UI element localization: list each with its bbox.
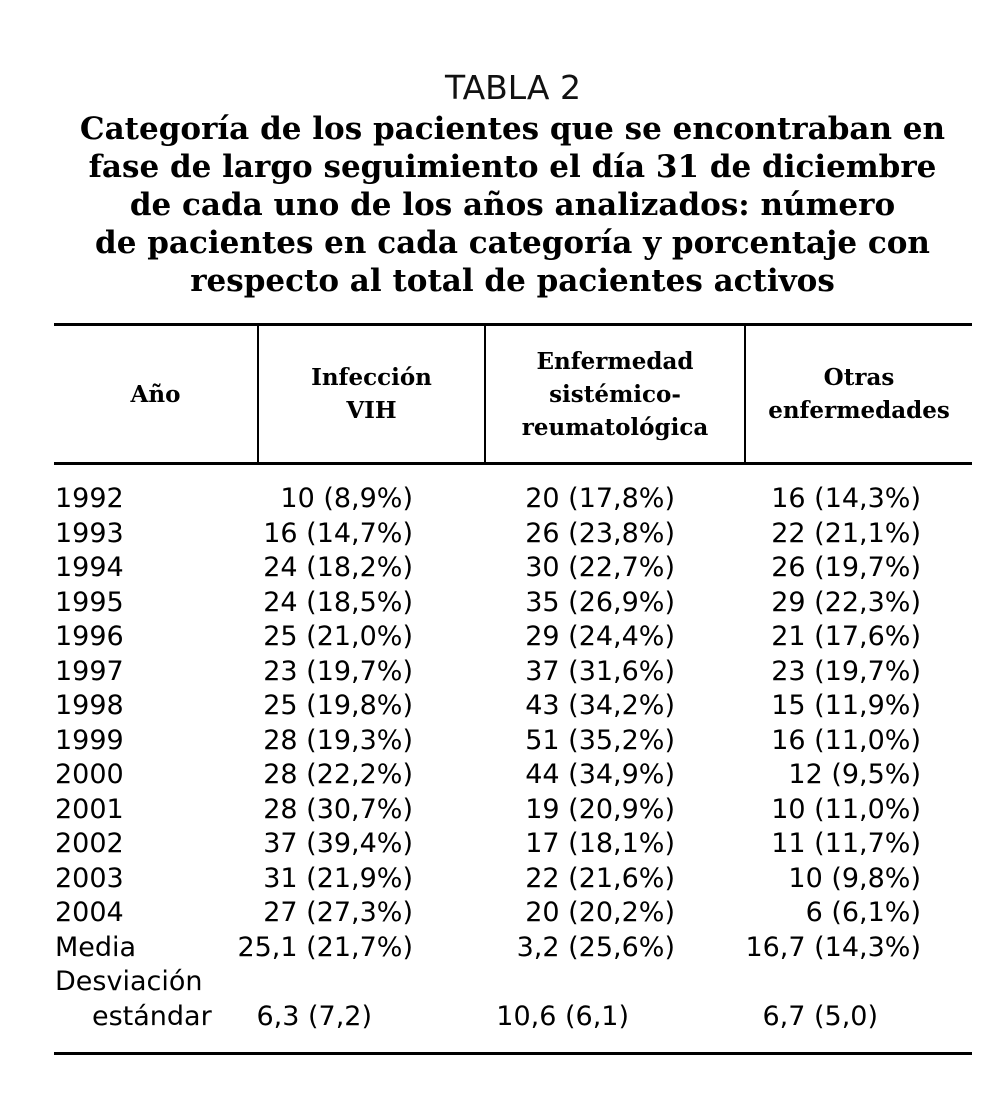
cell-sistemico: 51 (35,2%) — [525, 724, 675, 756]
cell-otras: 16 (14,3%) — [771, 483, 921, 514]
cell-vih: 25 (21,0%) — [263, 621, 413, 652]
cell-otras: 16 (11,0%) — [771, 724, 921, 756]
cell-otras: 10 (9,8%) — [788, 862, 921, 894]
sd-label-line2: estándar — [92, 1001, 212, 1032]
cell-sistemico: 22 (21,6%) — [525, 862, 675, 894]
header-year-text: Año — [130, 380, 181, 408]
cell-year: 1996 — [55, 621, 124, 652]
cell-sistemico: 20 (17,8%) — [525, 483, 675, 514]
cell-vih: 37 (39,4%) — [263, 828, 413, 859]
cell-year: 1997 — [55, 655, 124, 687]
title-line: de cada uno de los años analizados: número — [129, 187, 896, 223]
header-sistemico-line: reumatológica — [521, 413, 709, 441]
cell-vih: 23 (19,7%) — [263, 655, 413, 687]
title-line: respecto al total de pacientes activos — [190, 263, 835, 299]
cell-year: 2004 — [55, 897, 124, 928]
table-row — [0, 482, 993, 517]
cell-otras: 16,7 (14,3%) — [745, 931, 921, 963]
cell-otras: 11 (11,7%) — [771, 828, 921, 859]
cell-otras: 23 (19,7%) — [771, 655, 921, 687]
table-row — [0, 655, 993, 690]
header-otras-line: Otras — [823, 364, 895, 391]
cell-sistemico: 17 (18,1%) — [525, 828, 675, 859]
header-year — [54, 326, 257, 462]
cell-otras: 29 (22,3%) — [771, 586, 921, 618]
table-row-mean — [0, 931, 993, 966]
cell-sistemico: 35 (26,9%) — [525, 586, 675, 618]
cell-vih: 28 (22,2%) — [263, 759, 413, 790]
title-line: Categoría de los pacientes que se encontraban en — [79, 111, 946, 147]
cell-year: 1994 — [55, 552, 124, 583]
header-sistemico — [486, 326, 744, 462]
bottom-rule — [54, 1052, 972, 1055]
table-row — [0, 517, 993, 552]
cell-sistemico: 37 (31,6%) — [525, 655, 675, 687]
cell-sistemico: 43 (34,2%) — [525, 690, 675, 721]
cell-vih: 27 (27,3%) — [263, 897, 413, 928]
cell-vih: 25,1 (21,7%) — [237, 931, 413, 963]
table-label: TABLA 2 — [444, 68, 581, 107]
table-row — [0, 827, 993, 862]
cell-otras: 12 (9,5%) — [788, 759, 921, 790]
cell-year: 1992 — [55, 483, 124, 514]
table-row — [0, 724, 993, 759]
table-title — [40, 110, 985, 300]
cell-sistemico: 29 (24,4%) — [525, 621, 675, 652]
table-row — [0, 758, 993, 793]
sd-label-line1: Desviación — [55, 966, 203, 997]
header-vih-line: VIH — [346, 397, 397, 424]
cell-year: 1999 — [55, 724, 124, 756]
cell-vih: 28 (19,3%) — [263, 724, 413, 756]
cell-year: 1993 — [55, 517, 124, 549]
cell-vih: 10 (8,9%) — [280, 483, 413, 514]
cell-sistemico: 30 (22,7%) — [525, 552, 675, 583]
table-row — [0, 551, 993, 586]
header-sistemico-line: Enfermedad — [536, 347, 694, 375]
cell-otras: 21 (17,6%) — [771, 621, 921, 652]
cell-otras: 15 (11,9%) — [771, 690, 921, 721]
cell-vih: 24 (18,5%) — [263, 586, 413, 618]
header-sistemico-line: sistémico- — [549, 380, 681, 408]
header-otras-line: enfermedades — [768, 397, 950, 424]
cell-year: 1998 — [55, 690, 124, 721]
cell-year: 1995 — [55, 586, 124, 618]
cell-sistemico: 10,6 (6,1) — [496, 1001, 629, 1032]
table-row — [0, 862, 993, 897]
cell-year: 2000 — [55, 759, 124, 790]
cell-vih: 25 (19,8%) — [263, 690, 413, 721]
title-line: fase de largo seguimiento el día 31 de diciembre — [88, 149, 937, 185]
table-row — [0, 586, 993, 621]
cell-vih: 24 (18,2%) — [263, 552, 413, 583]
cell-sistemico: 19 (20,9%) — [525, 793, 675, 825]
table-body — [0, 482, 993, 965]
table-row — [0, 620, 993, 655]
cell-vih: 28 (30,7%) — [263, 793, 413, 825]
cell-year: 2003 — [55, 862, 124, 894]
cell-otras: 26 (19,7%) — [771, 552, 921, 583]
cell-year: 2002 — [55, 828, 124, 859]
cell-vih: 16 (14,7%) — [263, 517, 413, 549]
header-otras — [746, 326, 972, 462]
cell-otras: 10 (11,0%) — [771, 793, 921, 825]
cell-otras: 22 (21,1%) — [771, 517, 921, 549]
header-vih-line: Infección — [311, 364, 432, 391]
cell-vih: 31 (21,9%) — [263, 862, 413, 894]
title-line: de pacientes en cada categoría y porcentaje con — [95, 225, 930, 261]
cell-otras: 6 (6,1%) — [805, 897, 921, 928]
cell-sistemico: 3,2 (25,6%) — [516, 931, 675, 963]
table-row — [0, 896, 993, 931]
cell-year: Media — [55, 931, 137, 963]
cell-sistemico: 44 (34,9%) — [525, 759, 675, 790]
cell-sistemico: 20 (20,2%) — [525, 897, 675, 928]
cell-sistemico: 26 (23,8%) — [525, 517, 675, 549]
table-row — [0, 793, 993, 828]
cell-vih: 6,3 (7,2) — [256, 1001, 372, 1032]
cell-otras: 6,7 (5,0) — [762, 1001, 878, 1032]
cell-year: 2001 — [55, 793, 124, 825]
header-rule — [54, 462, 972, 465]
table-row — [0, 689, 993, 724]
header-vih — [259, 326, 484, 462]
